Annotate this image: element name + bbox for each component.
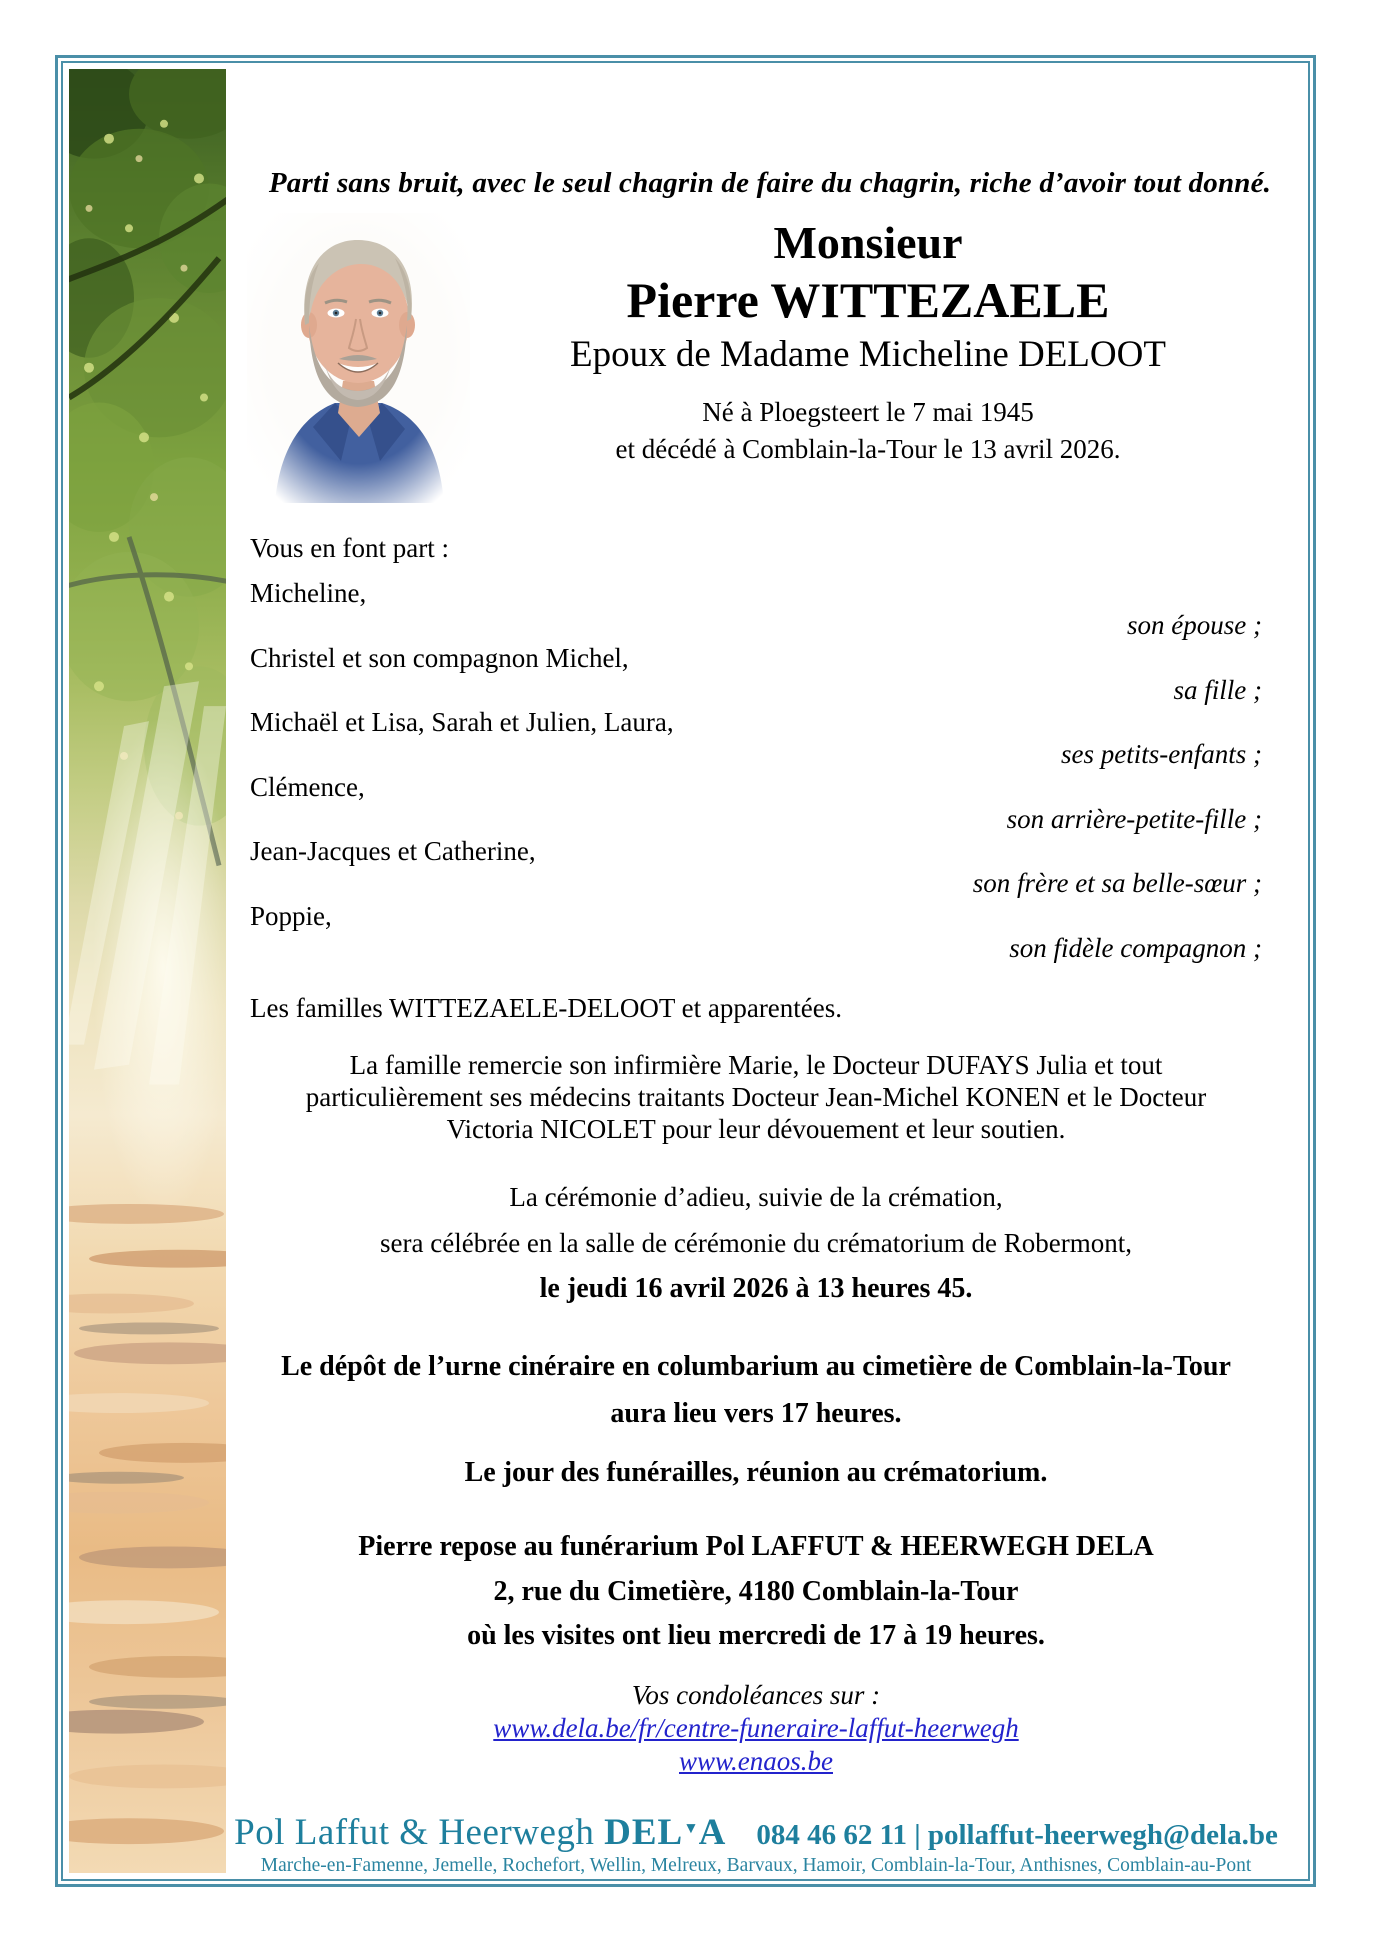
family-row — [250, 835, 1262, 900]
spouse-line: Epoux de Madame Micheline DELOOT — [570, 334, 1166, 376]
family-names-line: Michaël et Lisa, Sarah et Julien, Laura, — [250, 707, 674, 738]
thanks-line: particulièrement ses médecins traitants Docteur Jean-Michel KONEN et le Docteur — [305, 1082, 1207, 1112]
repose-paragraph — [210, 1525, 1302, 1659]
repose-address-line: 2, rue du Cimetière, 4180 Comblain-la-Tour — [493, 1575, 1019, 1607]
family-names-line: Jean-Jacques et Catherine, — [250, 836, 536, 867]
funeral-day-line: Le jour des funérailles, réunion au crématorium. — [464, 1457, 1048, 1488]
ceremony-line: La cérémonie d’adieu, suivie de la crémation, — [509, 1182, 1003, 1212]
family-names-line: Poppie, — [250, 900, 332, 931]
ceremony-paragraph — [210, 1175, 1302, 1312]
portrait-illustration — [247, 213, 470, 503]
condolences-intro: Vos condoléances sur : — [631, 1680, 881, 1710]
family-row — [250, 771, 1262, 836]
decorative-frame — [55, 55, 1316, 1887]
family-relation-line: son arrière-petite-fille ; — [1006, 803, 1262, 834]
family-names-line: Christel et son compagnon Michel, — [250, 642, 629, 673]
family-relation-line: sa fille ; — [1173, 674, 1262, 705]
birth-line: Né à Ploegsteert le 7 mai 1945 — [702, 397, 1034, 428]
epitaph-quote: Parti sans bruit, avec le seul chagrin de faire du chagrin, riche d’avoir tout donné. — [268, 167, 1272, 199]
thanks-paragraph — [210, 1049, 1302, 1145]
portrait-photo — [247, 213, 470, 503]
columbarium-line: aura lieu vers 17 heures. — [610, 1398, 902, 1429]
funeral-home-footer — [210, 1811, 1302, 1854]
repose-line: Pierre repose au funérarium Pol LAFFUT & HEERWEGH DELA — [358, 1531, 1154, 1562]
footer-locations: Marche-en-Famenne, Jemelle, Rochefort, Wellin, Melreux, Barvaux, Hamoir, Comblain-la-Tour, Anthisnes, Comblain-au-Pont — [260, 1855, 1252, 1876]
salutation: Monsieur — [773, 217, 963, 268]
family-names-line: Clémence, — [250, 771, 365, 802]
forest-path-image — [69, 69, 226, 1873]
family-row — [250, 577, 1262, 642]
family-relation-line: son fidèle compagnon ; — [1009, 932, 1262, 963]
death-line: et décédé à Comblain-la-Tour le 13 avril 2026. — [615, 433, 1121, 464]
ceremony-date-line: le jeudi 16 avril 2026 à 13 heures 45. — [539, 1273, 973, 1304]
condolences-block — [210, 1679, 1302, 1778]
dela-triangle-icon: ▼ — [683, 1819, 699, 1837]
columbarium-line: Le dépôt de l’urne cinéraire en columbarium au cimetière de Comblain-la-Tour — [281, 1351, 1231, 1382]
family-names-line: Micheline, — [250, 578, 367, 608]
condolences-link-dela[interactable]: www.dela.be/fr/centre-funeraire-laffut-heerwegh — [493, 1713, 1019, 1743]
ceremony-line: sera célébrée en la salle de cérémonie du crématorium de Robermont, — [380, 1227, 1132, 1258]
family-relation-line: ses petits-enfants ; — [1061, 739, 1262, 770]
deceased-title-block — [443, 215, 1293, 467]
family-row — [250, 706, 1262, 771]
family-relation-line: son frère et sa belle-sœur ; — [972, 868, 1262, 899]
columbarium-paragraph — [210, 1343, 1302, 1437]
condolences-link-enaos[interactable]: www.enaos.be — [679, 1746, 833, 1776]
footer-contact: 084 46 62 11 | pollaffut-heerwegh@dela.be — [756, 1819, 1278, 1851]
announcement-intro: Vous en font part : — [250, 533, 449, 563]
funeral-home-logo: Pol Laffut & Heerwegh DEL▼A — [234, 1812, 727, 1853]
family-row — [250, 642, 1262, 707]
family-relation-line: son épouse ; — [1127, 610, 1262, 640]
dela-logo: DEL▼A — [604, 1812, 727, 1853]
related-families-line: Les familles WITTEZAELE-DELOOT et apparentées. — [250, 993, 843, 1023]
family-list — [250, 577, 1262, 965]
deceased-name: Pierre WITTEZAELE — [626, 272, 1110, 329]
thanks-line: Victoria NICOLET pour leur dévouement et leur soutien. — [446, 1114, 1066, 1144]
thanks-line: La famille remercie son infirmière Marie, le Docteur DUFAYS Julia et tout — [349, 1050, 1163, 1080]
family-row — [250, 900, 1262, 965]
forest-path-illustration — [69, 69, 226, 1873]
repose-visits-line: où les visites ont lieu mercredi de 17 à 19 heures. — [467, 1620, 1045, 1651]
